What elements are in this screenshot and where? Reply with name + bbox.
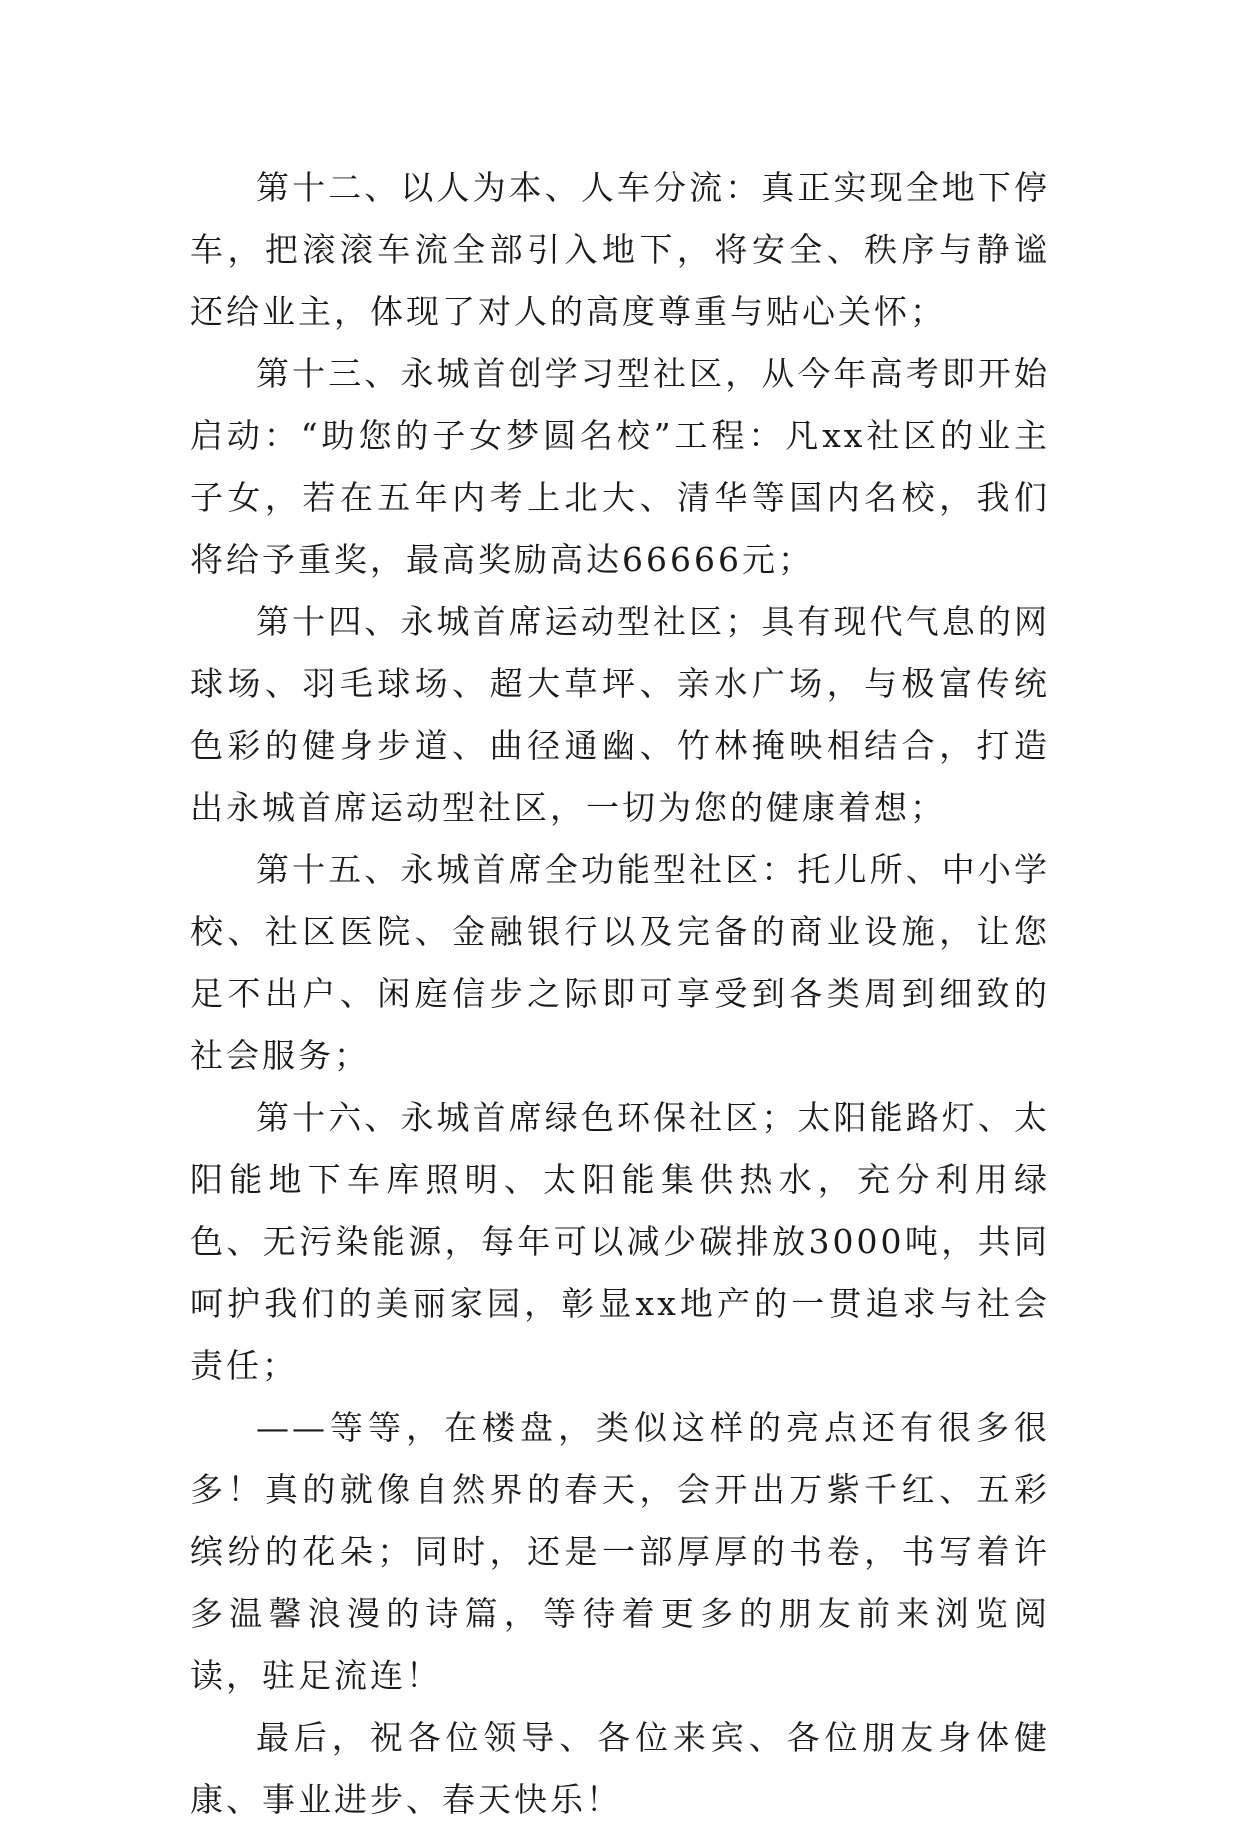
paragraph-12-pedestrian-vehicle-separation: 第十二、以人为本、人车分流：真正实现全地下停车，把滚滚车流全部引入地下，将安全、秩序与静谧还给业主，体现了对人的高度尊重与贴心关怀； — [190, 168, 1050, 331]
paragraph-16-green-community: 第十六、永城首席绿色环保社区；太阳能路灯、太阳能地下车库照明、太阳能集供热水，充分利用绿色、无污染能源，每年可以减少碳排放3000吨，共同呵护我们的美丽家园，彰显xx地产的一贯追求与社会责任； — [190, 1098, 1050, 1385]
paragraph-highlights-summary: ——等等，在楼盘，类似这样的亮点还有很多很多！真的就像自然界的春天，会开出万紫千红、五彩缤纷的花朵；同时，还是一部厚厚的书卷，书写着许多温馨浪漫的诗篇，等待着更多的朋友前来浏览阅读，驻足流连！ — [190, 1408, 1050, 1695]
paragraph-14-sports-community: 第十四、永城首席运动型社区；具有现代气息的网球场、羽毛球场、超大草坪、亲水广场，与极富传统色彩的健身步道、曲径通幽、竹林掩映相结合，打造出永城首席运动型社区，一切为您的健康着想； — [190, 602, 1050, 827]
document-body — [190, 157, 1050, 1831]
paragraph-15-full-function-community: 第十五、永城首席全功能型社区：托儿所、中小学校、社区医院、金融银行以及完备的商业设施，让您足不出户、闲庭信步之际即可享受到各类周到细致的社会服务； — [190, 850, 1050, 1075]
paragraph-closing-wishes: 最后，祝各位领导、各位来宾、各位朋友身体健康、事业进步、春天快乐！ — [190, 1718, 1050, 1819]
paragraph-13-learning-community: 第十三、永城首创学习型社区，从今年高考即开始启动：“助您的子女梦圆名校”工程：凡xx社区的业主子女，若在五年内考上北大、清华等国内名校，我们将给予重奖，最高奖励高达66666元； — [190, 354, 1050, 579]
